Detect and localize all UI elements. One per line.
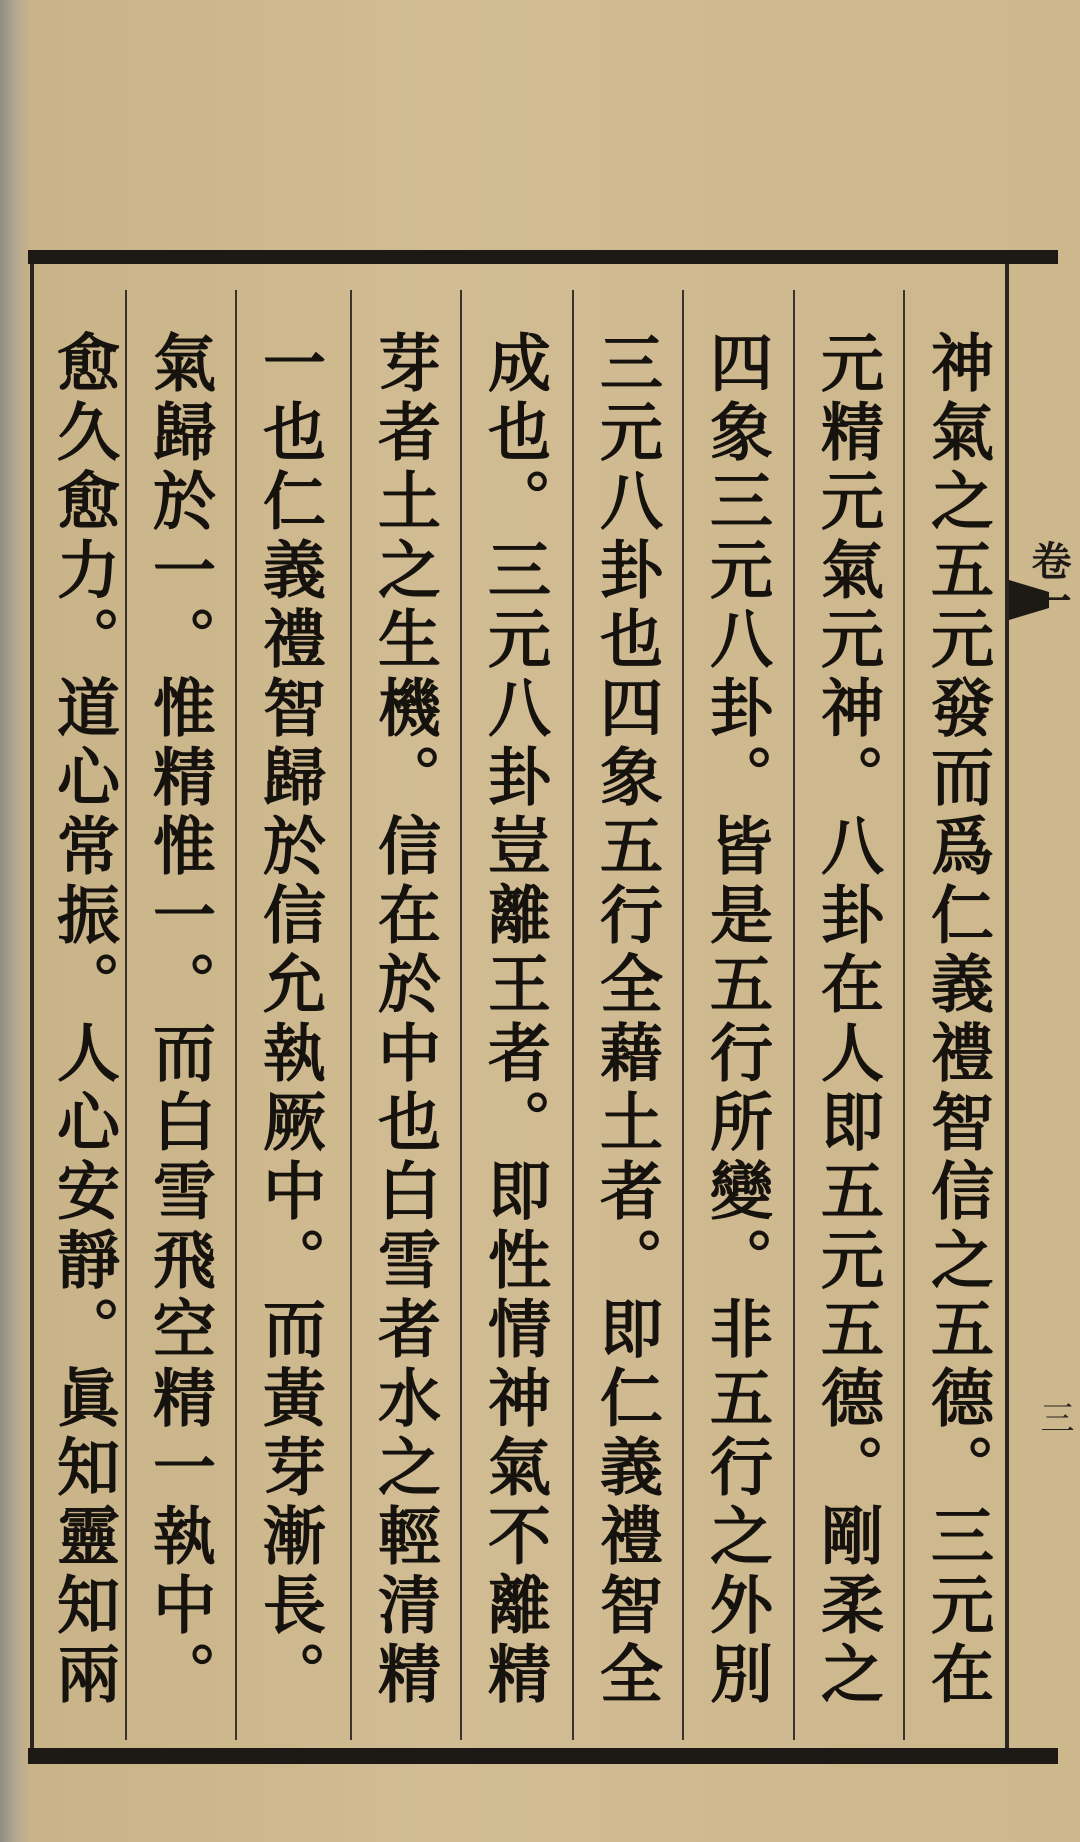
column-divider: [682, 290, 684, 1740]
column-divider: [572, 290, 574, 1740]
margin-volume-title: 卷一: [1025, 540, 1072, 620]
text-column-2: 元精元氣元神。八卦在人即五元五德。剛柔之: [811, 330, 885, 1710]
page-margin-block: [1009, 264, 1080, 1748]
column-divider: [793, 290, 795, 1740]
margin-page-number: 三: [1034, 1400, 1074, 1434]
text-column-1: 神氣之五元發而爲仁義禮智信之五德。三元在: [921, 330, 995, 1710]
text-column-9: 愈久愈力。道心常振。人心安靜。眞知靈知兩: [47, 330, 121, 1710]
column-divider: [350, 290, 352, 1740]
page-binding-edge: [0, 0, 28, 1842]
text-column-8: 氣歸於一。惟精惟一。而白雪飛空精一執中。: [143, 330, 217, 1710]
text-column-6: 芽者土之生機。信在於中也白雪者水之輕清精: [368, 330, 442, 1710]
column-divider: [235, 290, 237, 1740]
text-column-4: 三元八卦也四象五行全藉土者。即仁義禮智全: [590, 330, 664, 1710]
column-divider: [903, 290, 905, 1740]
frame-left-border: [30, 264, 34, 1748]
text-column-7: 一也仁義禮智歸於信允執厥中。而黃芽漸長。: [253, 330, 327, 1710]
text-column-3: 四象三元八卦。皆是五行所變。非五行之外別: [700, 330, 774, 1710]
top-border-rule: [28, 250, 1058, 264]
column-divider: [460, 290, 462, 1740]
bottom-border-rule: [28, 1748, 1058, 1764]
text-column-5: 成也。三元八卦豈離王者。即性情神氣不離精: [478, 330, 552, 1710]
